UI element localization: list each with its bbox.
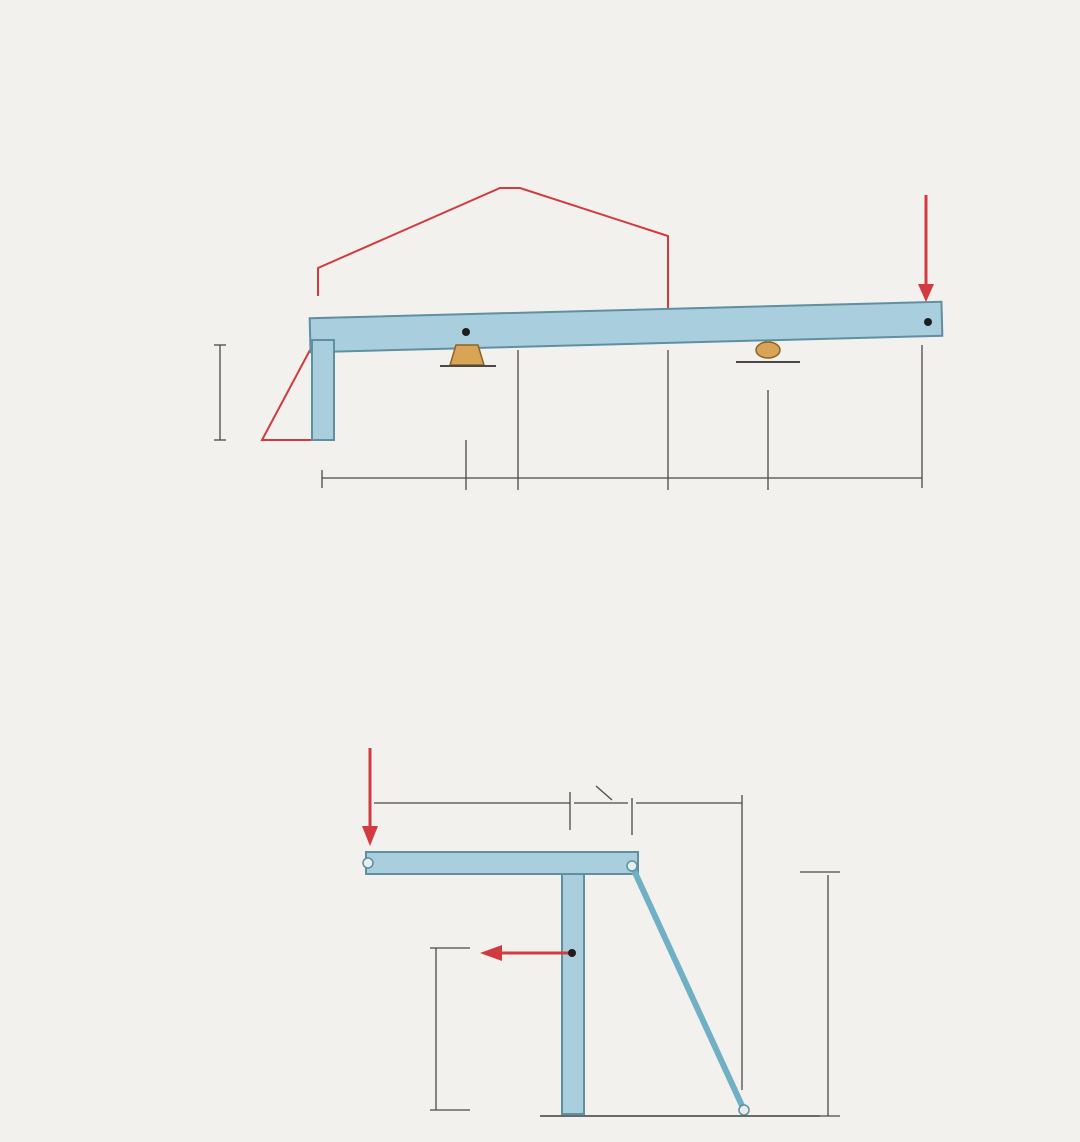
side-load-profile (262, 350, 318, 440)
beam-vertical (312, 340, 334, 440)
force-750-arrow (362, 748, 378, 846)
beam-horizontal (310, 302, 943, 353)
distributed-load-top (318, 188, 668, 312)
figure-3-1 (0, 0, 1080, 560)
force-f-arrow (918, 195, 934, 302)
joint-d (739, 1105, 749, 1115)
figure-3-2 (0, 700, 1080, 1142)
cable-bd (632, 866, 744, 1110)
joint-a (363, 858, 373, 868)
frame-vertical-member (562, 874, 584, 1114)
joint-b (627, 861, 637, 871)
distributed-load-side (262, 350, 318, 440)
frame-horizontal-member (366, 852, 638, 874)
load-profile-line (318, 188, 668, 312)
fig2-dimension-lines (374, 786, 840, 1116)
